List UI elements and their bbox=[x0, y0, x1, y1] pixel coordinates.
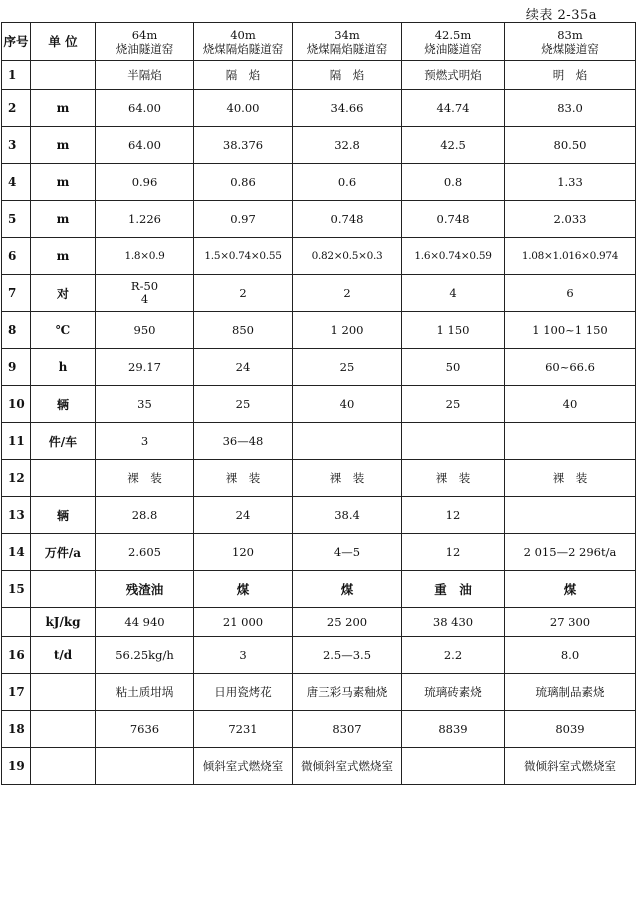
table-cell: 微倾斜室式燃烧室 bbox=[293, 748, 402, 785]
table-cell bbox=[505, 497, 636, 534]
table-cell: 25 200 bbox=[293, 608, 402, 637]
table-cell: 1.6×0.74×0.59 bbox=[402, 238, 505, 275]
row-unit: m bbox=[31, 164, 96, 201]
header-kiln-1: 64m 烧油隧道窑 bbox=[96, 23, 194, 61]
row-index bbox=[2, 608, 31, 637]
row-index: 12 bbox=[2, 460, 31, 497]
row-unit bbox=[31, 571, 96, 608]
row-unit bbox=[31, 460, 96, 497]
row-index: 2 bbox=[2, 90, 31, 127]
table-cell: 半隔焰 bbox=[96, 61, 194, 90]
table-cell: 琉璃制品素烧 bbox=[505, 674, 636, 711]
table-cell: 4 bbox=[402, 275, 505, 312]
header-kiln-2: 40m 烧煤隔焰隧道窑 bbox=[194, 23, 293, 61]
row-unit bbox=[31, 711, 96, 748]
table-row bbox=[2, 127, 636, 164]
table-cell: 残渣油 bbox=[96, 571, 194, 608]
row-unit: 万件/a bbox=[31, 534, 96, 571]
table-cell: 粘土质坩埚 bbox=[96, 674, 194, 711]
header-kiln-3: 34m 烧煤隔焰隧道窑 bbox=[293, 23, 402, 61]
table-row bbox=[2, 90, 636, 127]
header-kiln-4: 42.5m 烧油隧道窑 bbox=[402, 23, 505, 61]
table-row bbox=[2, 608, 636, 637]
table-row bbox=[2, 571, 636, 608]
table-cell: 6 bbox=[505, 275, 636, 312]
table-cell: 明 焰 bbox=[505, 61, 636, 90]
table-cell: 38.4 bbox=[293, 497, 402, 534]
table-caption: 续表 2-35a bbox=[525, 8, 597, 23]
table-row bbox=[2, 748, 636, 785]
table-cell: 倾斜室式燃烧室 bbox=[194, 748, 293, 785]
table-cell: 8839 bbox=[402, 711, 505, 748]
table-cell: 0.97 bbox=[194, 201, 293, 238]
table-cell: 850 bbox=[194, 312, 293, 349]
row-index: 15 bbox=[2, 571, 31, 608]
row-index: 19 bbox=[2, 748, 31, 785]
table-cell: 重 油 bbox=[402, 571, 505, 608]
table-row bbox=[2, 349, 636, 386]
table-cell: 25 bbox=[293, 349, 402, 386]
row-index: 8 bbox=[2, 312, 31, 349]
row-unit: 辆 bbox=[31, 497, 96, 534]
table-cell: 预燃式明焰 bbox=[402, 61, 505, 90]
table-cell: 25 bbox=[194, 386, 293, 423]
table-cell: 38 430 bbox=[402, 608, 505, 637]
table-row bbox=[2, 238, 636, 275]
table-cell: 3 bbox=[194, 637, 293, 674]
header-kiln-5: 83m 烧煤隧道窑 bbox=[505, 23, 636, 61]
table-cell: 裸 装 bbox=[505, 460, 636, 497]
table-row bbox=[2, 497, 636, 534]
row-index: 3 bbox=[2, 127, 31, 164]
table-cell: 煤 bbox=[194, 571, 293, 608]
table-cell: 12 bbox=[402, 534, 505, 571]
table-cell: 隔 焰 bbox=[194, 61, 293, 90]
table-cell: 煤 bbox=[293, 571, 402, 608]
table-cell: 琉璃砖素烧 bbox=[402, 674, 505, 711]
table-cell: 0.86 bbox=[194, 164, 293, 201]
row-unit: m bbox=[31, 90, 96, 127]
row-index: 5 bbox=[2, 201, 31, 238]
table-cell: 0.82×0.5×0.3 bbox=[293, 238, 402, 275]
row-unit: ℃ bbox=[31, 312, 96, 349]
table-cell: 8.0 bbox=[505, 637, 636, 674]
table-cell: 35 bbox=[96, 386, 194, 423]
table-cell: 8307 bbox=[293, 711, 402, 748]
table-cell-line: R-50 bbox=[130, 279, 159, 293]
table-cell: 36—48 bbox=[194, 423, 293, 460]
table-cell: 64.00 bbox=[96, 90, 194, 127]
table-cell: 42.5 bbox=[402, 127, 505, 164]
row-index: 10 bbox=[2, 386, 31, 423]
table-cell: 裸 装 bbox=[293, 460, 402, 497]
row-index: 9 bbox=[2, 349, 31, 386]
row-unit: 件/车 bbox=[31, 423, 96, 460]
table-cell: 38.376 bbox=[194, 127, 293, 164]
table-cell: 1 200 bbox=[293, 312, 402, 349]
table-cell: 120 bbox=[194, 534, 293, 571]
row-unit: h bbox=[31, 349, 96, 386]
table-cell: 80.50 bbox=[505, 127, 636, 164]
row-unit: m bbox=[31, 201, 96, 238]
table-cell: 34.66 bbox=[293, 90, 402, 127]
table-cell: 裸 装 bbox=[96, 460, 194, 497]
row-index: 13 bbox=[2, 497, 31, 534]
table-cell: 微倾斜室式燃烧室 bbox=[505, 748, 636, 785]
table-cell: 64.00 bbox=[96, 127, 194, 164]
table-row bbox=[2, 61, 636, 90]
table-cell: 2.605 bbox=[96, 534, 194, 571]
table-cell bbox=[402, 748, 505, 785]
row-unit bbox=[31, 748, 96, 785]
header-row bbox=[2, 23, 636, 61]
row-index: 16 bbox=[2, 637, 31, 674]
table-cell: 8039 bbox=[505, 711, 636, 748]
table-cell: 2 bbox=[194, 275, 293, 312]
row-unit bbox=[31, 61, 96, 90]
table-cell: 12 bbox=[402, 497, 505, 534]
table-cell: 裸 装 bbox=[194, 460, 293, 497]
table-row bbox=[2, 386, 636, 423]
row-unit: m bbox=[31, 127, 96, 164]
table-cell: 1.226 bbox=[96, 201, 194, 238]
table-row bbox=[2, 312, 636, 349]
row-unit: 对 bbox=[31, 275, 96, 312]
table-cell: 煤 bbox=[505, 571, 636, 608]
row-unit: m bbox=[31, 238, 96, 275]
kiln-parameters-table bbox=[1, 22, 636, 785]
table-cell: 56.25kg/h bbox=[96, 637, 194, 674]
table-cell: 7636 bbox=[96, 711, 194, 748]
table-cell: 1 150 bbox=[402, 312, 505, 349]
table-cell: 27 300 bbox=[505, 608, 636, 637]
table-cell: 24 bbox=[194, 349, 293, 386]
table-cell: 40 bbox=[505, 386, 636, 423]
row-index: 17 bbox=[2, 674, 31, 711]
table-cell: 0.6 bbox=[293, 164, 402, 201]
table-cell bbox=[402, 423, 505, 460]
table-cell: 0.8 bbox=[402, 164, 505, 201]
table-cell: 1.5×0.74×0.55 bbox=[194, 238, 293, 275]
table-cell: 60~66.6 bbox=[505, 349, 636, 386]
table-row bbox=[2, 201, 636, 238]
table-body bbox=[2, 61, 636, 785]
table-cell: 日用瓷烤花 bbox=[194, 674, 293, 711]
table-cell: 7231 bbox=[194, 711, 293, 748]
table-cell: 1.8×0.9 bbox=[96, 238, 194, 275]
table-cell: 25 bbox=[402, 386, 505, 423]
table-cell: 2 bbox=[293, 275, 402, 312]
table-cell: 32.8 bbox=[293, 127, 402, 164]
table-cell: 50 bbox=[402, 349, 505, 386]
table-cell: 24 bbox=[194, 497, 293, 534]
table-cell: 40.00 bbox=[194, 90, 293, 127]
table-cell: 2 015—2 296t/a bbox=[505, 534, 636, 571]
table-cell: 1.08×1.016×0.974 bbox=[505, 238, 636, 275]
table-row bbox=[2, 674, 636, 711]
row-index: 14 bbox=[2, 534, 31, 571]
table-row bbox=[2, 711, 636, 748]
table-cell: 4—5 bbox=[293, 534, 402, 571]
table-cell: 29.17 bbox=[96, 349, 194, 386]
row-index: 6 bbox=[2, 238, 31, 275]
table-cell: 44 940 bbox=[96, 608, 194, 637]
table-cell: 2.033 bbox=[505, 201, 636, 238]
table-cell: 唐三彩马素釉烧 bbox=[293, 674, 402, 711]
table-cell: 44.74 bbox=[402, 90, 505, 127]
row-unit: 辆 bbox=[31, 386, 96, 423]
table-cell bbox=[96, 275, 194, 312]
table-row bbox=[2, 460, 636, 497]
table-cell: 隔 焰 bbox=[293, 61, 402, 90]
table-cell: 21 000 bbox=[194, 608, 293, 637]
table-cell-line: 4 bbox=[140, 292, 149, 306]
row-index: 11 bbox=[2, 423, 31, 460]
table-cell: 1 100~1 150 bbox=[505, 312, 636, 349]
table-cell: 0.96 bbox=[96, 164, 194, 201]
row-index: 1 bbox=[2, 61, 31, 90]
row-unit: kJ/kg bbox=[31, 608, 96, 637]
row-index: 7 bbox=[2, 275, 31, 312]
table-row bbox=[2, 275, 636, 312]
row-index: 4 bbox=[2, 164, 31, 201]
table-row bbox=[2, 637, 636, 674]
table-row bbox=[2, 164, 636, 201]
table-cell bbox=[293, 423, 402, 460]
table-cell bbox=[505, 423, 636, 460]
table-cell: 2.2 bbox=[402, 637, 505, 674]
table-cell bbox=[96, 748, 194, 785]
header-unit: 单 位 bbox=[31, 23, 96, 61]
table-cell: 裸 装 bbox=[402, 460, 505, 497]
table-cell: 28.8 bbox=[96, 497, 194, 534]
table-cell: 0.748 bbox=[293, 201, 402, 238]
row-unit bbox=[31, 674, 96, 711]
row-index: 18 bbox=[2, 711, 31, 748]
table-row bbox=[2, 423, 636, 460]
row-unit: t/d bbox=[31, 637, 96, 674]
table-cell: 950 bbox=[96, 312, 194, 349]
table-cell: 83.0 bbox=[505, 90, 636, 127]
table-cell: 0.748 bbox=[402, 201, 505, 238]
header-index: 序号 bbox=[2, 23, 31, 61]
table-cell: 3 bbox=[96, 423, 194, 460]
table-row bbox=[2, 534, 636, 571]
table-cell: 1.33 bbox=[505, 164, 636, 201]
table-cell: 2.5—3.5 bbox=[293, 637, 402, 674]
table-cell: 40 bbox=[293, 386, 402, 423]
